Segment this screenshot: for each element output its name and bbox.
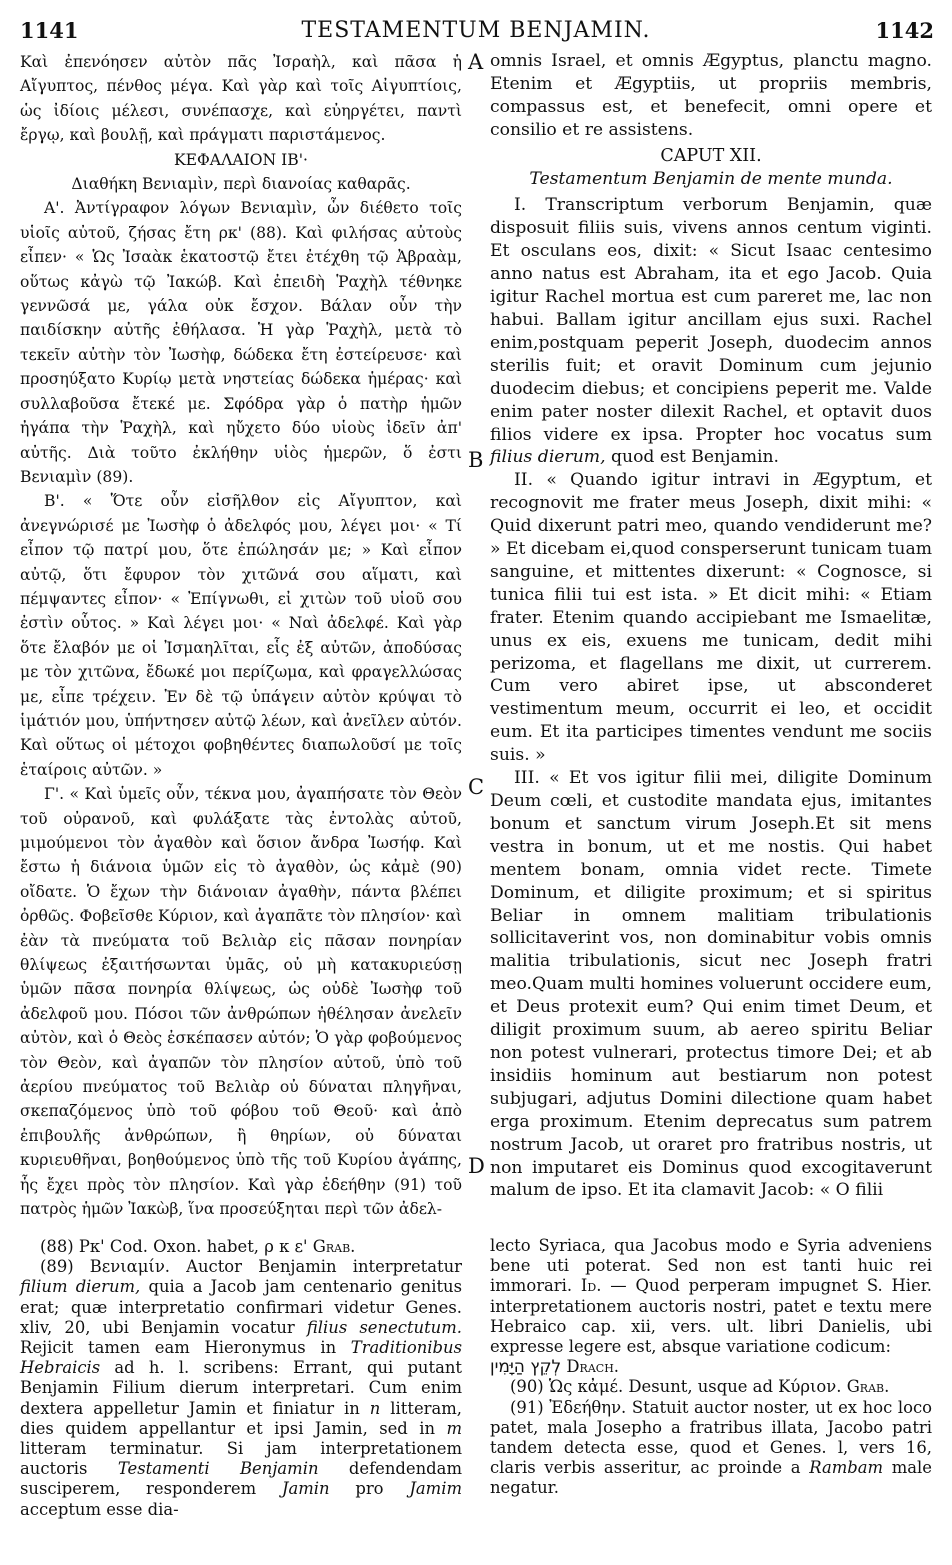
running-title: TESTAMENTUM BENJAMIN. — [301, 18, 651, 43]
greek-intro: Καὶ ἐπενόησεν αὐτὸν πᾶς Ἰσραὴλ, καὶ πᾶσα ἡ Αἴγυπτος, πένθος μέγα. Καὶ γὰρ καὶ τοῖς Αἰγυπτίοις, ὡς ἰδίοις μέλεσι, συνέπασχε, καὶ εὐηργέτει, παντὶ ἔργῳ, καὶ βουλῇ, καὶ πράγματι παριστάμενος. — [20, 53, 462, 145]
footnote-88: (88) Ρκ' Cod. Oxon. habet, ρ κ ε' Grab. — [40, 1237, 356, 1256]
latin-paragraph-1: I. Transcriptum verborum Benjamin, quæ disposuit filiis suis, vivens annos centum viginti. Et osculans eos, dixit: « Sicut Isaac centesimo anno natus est Abraham, ita et ego Jacob. Quia igitur Rachel mortua est cum pareret me, lac non habui. Ballam igitur ancillam ejus suxi. Rachel enim,postquam peperit Joseph, duodecim annos sterilis fuit; et oravit Dominum cum jejunio duodecim diebus; et concipiens peperit me. Valde enim pater noster dilexit Rachel, et optavit duos filios videre ex ipsa. Propter hoc vocatus sum filius dierum, quod est Benjamin. — [490, 195, 932, 468]
latin-intro: omnis Israel, et omnis Ægyptus, planctu magno. Etenim et Ægyptiis, ut propriis membris, compassus est, et benefecit, omni opere et consilio et re assistens. — [490, 51, 932, 140]
greek-paragraph-1: Α'. Ἀντίγραφον λόγων Βενιαμὶν, ὧν διέθετο τοῖς υἱοῖς αὐτοῦ, ζήσας ἔτη ρκ' (88). Καὶ φιλήσας αὐτοὺς εἶπεν· « Ὡς Ἰσαὰκ ἑκατοστῷ ἔτει ἐτέχθη τῷ Ἀβραὰμ, οὕτως κἀγὼ τῷ Ἰακώβ. Καὶ ἐπειδὴ Ῥαχὴλ τέθνηκε γεννῶσά με, γάλα οὐκ ἔσχον. Βάλαν οὖν τὴν παιδίσκην αὐτῆς ἐθήλασα. Ἡ γὰρ Ῥαχὴλ, μετὰ τὸ τεκεῖν αὐτὴν τὸν Ἰωσὴφ, δώδεκα ἔτη ἐστείρευσε· καὶ προσηύξατο Κυρίῳ μετὰ νηστείας δώδεκα ἡμέρας· καὶ συλλαβοῦσα ἔτεκέ με. Σφόδρα γὰρ ὁ πατὴρ ἡμῶν ἠγάπα τὴν Ῥαχὴλ, καὶ ηὔχετο δύο υἱοὺς ἰδεῖν ἀπ' αὐτῆς. Διὰ τοῦτο ἐκλήθην υἱὸς ἡμερῶν, ὅ ἐστι Βενιαμὶν (89). — [20, 199, 462, 486]
greek-paragraph-2: Β'. « Ὅτε οὖν εἰσῆλθον εἰς Αἴγυπτον, καὶ ἀνεγνώρισέ με Ἰωσὴφ ὁ ἀδελφός μου, λέγει μοι· « Τί εἶπον τῷ πατρί μου, ὅτε ἐπώλησάν με; » Καὶ εἶπον αὐτῷ, ὅτι ἔφυρον τὸν χιτῶνά σου αἵματι, καὶ πέμψαντες εἶπον· « Ἐπίγνωθι, εἰ χιτὼν τοῦ υἱοῦ σου ἐστὶν οὗτος. » Καὶ λέγει μοι· « Ναὶ ἀδελφέ. Καὶ γὰρ ὅτε ἔλαβόν με οἱ Ἰσμαηλῖται, εἷς ἐξ αὐτῶν, ἀποδύσας με τὸν χιτῶνα, ἔδωκέ μοι περίζωμα, καὶ φραγελλώσας με, εἶπε τρέχειν. Ἐν δὲ τῷ ὑπάγειν αὐτὸν κρύψαι τὸ ἱμάτιόν μου, ὑπήντησεν αὐτῷ λέων, καὶ ἀνεῖλεν αὐτόν. Καὶ οὕτως οἱ μέτοχοι φοβηθέντες διαπωλοῦσί με τοῖς ἑταίροις αὐτῶν. » — [20, 492, 462, 779]
footnote-89-continued: lecto Syriaca, qua Jacobus modo e Syria adveniens bene uti poterat. Sed non est tanti huic rei immorari. Id. — Quod perperam impugnet S. Hier. interpretationem auctoris nostri, patet e textu mere Hebraico cap. xii, vers. ult. libri Danielis, ubi expresse legere est, absque variatione codicum: לְקֵץ הַיָּמִין Drach. — [490, 1236, 932, 1378]
greek-chapter-subtitle: Διαθήκη Βενιαμὶν, περὶ διανοίας καθαρᾶς. — [71, 175, 411, 194]
margin-letter-c: C — [468, 775, 485, 799]
greek-chapter-heading: ΚΕΦΑΛΑΙΟΝ ΙΒ'· — [173, 150, 308, 169]
margin-letter-a: A — [468, 50, 484, 74]
latin-column — [490, 50, 932, 1202]
page-header — [0, 18, 952, 48]
latin-chapter-heading: CAPUT XII. — [660, 145, 762, 166]
page-number-left: 1141 — [20, 18, 79, 43]
latin-paragraph-2: II. « Quando igitur intravi in Ægyptum, et recognovit me frater meus Joseph, dixit mihi: « Quid dixerunt patri meo, quando vendiderunt me? » Et dicebam ei,quod consperserunt tunicam tuam sanguine, et mittentes dixerunt: « Cognosce, si tunica filii tui est ista. » Et dicit mihi: « Etiam frater. Etenim quando accipiebant me Ismaelitæ, unus ex eis, exuens me tunicam, dedit mihi perizoma, et flagellans me dixit, ut currerem. Cum vero abiret ipse, ut absconderet vestimentum meum, occurrit ei leo, et occidit eum. Et ita participes timentes vendunt me sociis suis. » — [490, 470, 932, 766]
hebrew-quotation: לְקֵץ הַיָּמִין — [490, 1357, 562, 1378]
greek-paragraph-3: Γ'. « Καὶ ὑμεῖς οὖν, τέκνα μου, ἀγαπήσατε τὸν Θεὸν τοῦ οὐρανοῦ, καὶ φυλάξατε τὰς ἐντολὰς αὐτοῦ, μιμούμενοι τὸν ἀγαθὸν καὶ ὅσιον ἄνδρα Ἰωσήφ. Καὶ ἔστω ἡ διάνοια ὑμῶν εἰς τὸ ἀγαθὸν, ὡς κἀμὲ (90) οἴδατε. Ὁ ἔχων τὴν διάνοιαν ἀγαθὴν, πάντα βλέπει ὀρθῶς. Φοβεῖσθε Κύριον, καὶ ἀγαπᾶτε τὸν πλησίον· καὶ ἐὰν τὰ πνεύματα τοῦ Βελιὰρ εἰς πᾶσαν πονηρίαν θλίψεως ἐξαιτήσωνται ὑμᾶς, οὐ μὴ κατακυριεύσῃ ὑμῶν πᾶσα πονηρία θλίψεως, ὡς οὐδὲ Ἰωσὴφ τοῦ ἀδελφοῦ μου. Πόσοι τῶν ἀνθρώπων ἠθέλησαν ἀνελεῖν αὐτὸν, καὶ ὁ Θεὸς ἐσκέπασεν αὐτόν; Ὁ γὰρ φοβούμενος τὸν Θεὸν, καὶ ἀγαπῶν τὸν πλησίον αὐτοῦ, ὑπὸ τοῦ ἀερίου πνεύματος τοῦ Βελιὰρ οὐ δύναται πληγῆναι, σκεπαζόμενος ὑπὸ τοῦ φόβου τοῦ Θεοῦ· καὶ ἀπὸ ἐπιβουλῆς ἀνθρώπων, ἢ θηρίων, οὐ δύναται κυριευθῆναι, βοηθούμενος ὑπὸ τῆς τοῦ Κυρίου ἀγάπης, ἧς ἔχει πρὸς τὸν πλησίον. Καὶ γὰρ ἐδεήθην (91) τοῦ πατρὸς ἡμῶν Ἰακὼβ, ἵνα προσεύξηται περὶ τῶν ἀδελ- — [20, 785, 462, 1219]
margin-letter-b: B — [468, 448, 484, 472]
latin-chapter-subtitle: Testamentum Benjamin de mente munda. — [529, 168, 893, 189]
footnote-90: (90) Ὡς κἀμέ. Desunt, usque ad Κύριον. Grab. — [510, 1377, 890, 1397]
page-number-right: 1142 — [875, 18, 934, 43]
footnote-91: (91) Ἐδεήθην. Statuit auctor noster, ut ex hoc loco patet, mala Josepho a fratribus illata, Jacobo patri tandem detecta esse, quod et Genes. l, vers 16, claris verbis asseritur, ac proinde a Rambam male negatur. — [490, 1397, 932, 1498]
greek-column — [20, 50, 462, 1222]
margin-letter-d: D — [468, 1154, 485, 1178]
footnotes-right — [490, 1236, 932, 1499]
latin-paragraph-3: III. « Et vos igitur filii mei, diligite Dominum Deum cœli, et custodite mandata ejus, imitantes bonum et sanctum virum Joseph.Et sit mens vestra in bonum, ut et me nostis. Qui habet mentem bonam, omnia videt recte. Timete Dominum, et diligite proximum; et si spiritus Beliar in omnem malitiam tribulationis sollicitaverint vos, non dominabitur vobis omnis malitia tribulationis, sicut nec Joseph fratri meo.Quam multi homines voluerunt occidere eum, et Deus protexit eum? Qui enim timet Deum, et diligit proximum suum, ab aereo spiritu Beliar non potest vulnerari, protectus timore Dei; et ab insidiis hominum aut bestiarum non potest subjugari, adjutus Domini dilectione quam habet erga proximum. Etenim deprecatus sum patrem nostrum Jacob, ut oraret pro fratribus nostris, ut non imputaret eis Dominus quod excogitaverunt malum de ipso. Et ita clamavit Jacob: « O filii — [490, 768, 932, 1201]
footnote-89: (89) Βενιαμίν. Auctor Benjamin interpretatur filium dierum, quia a Jacob jam centenario genitus erat; quæ interpretatio confirmari videtur Genes. xliv, 20, ubi Benjamin vocatur filius senectutum. Rejicit tamen eam Hieronymus in Traditionibus Hebraicis ad h. l. scribens: Errant, qui putant Benjamin Filium dierum interpretari. Cum enim dextera appelletur Jamin et finiatur in n litteram, dies quidem appellantur et ipsi Jamin, sed in m litteram terminatur. Si jam interpretationem auctoris Testamenti Benjamin defendendam susciperem, responderem Jamin pro Jamim acceptum esse dia- — [20, 1257, 462, 1519]
footnotes-left — [20, 1237, 462, 1520]
